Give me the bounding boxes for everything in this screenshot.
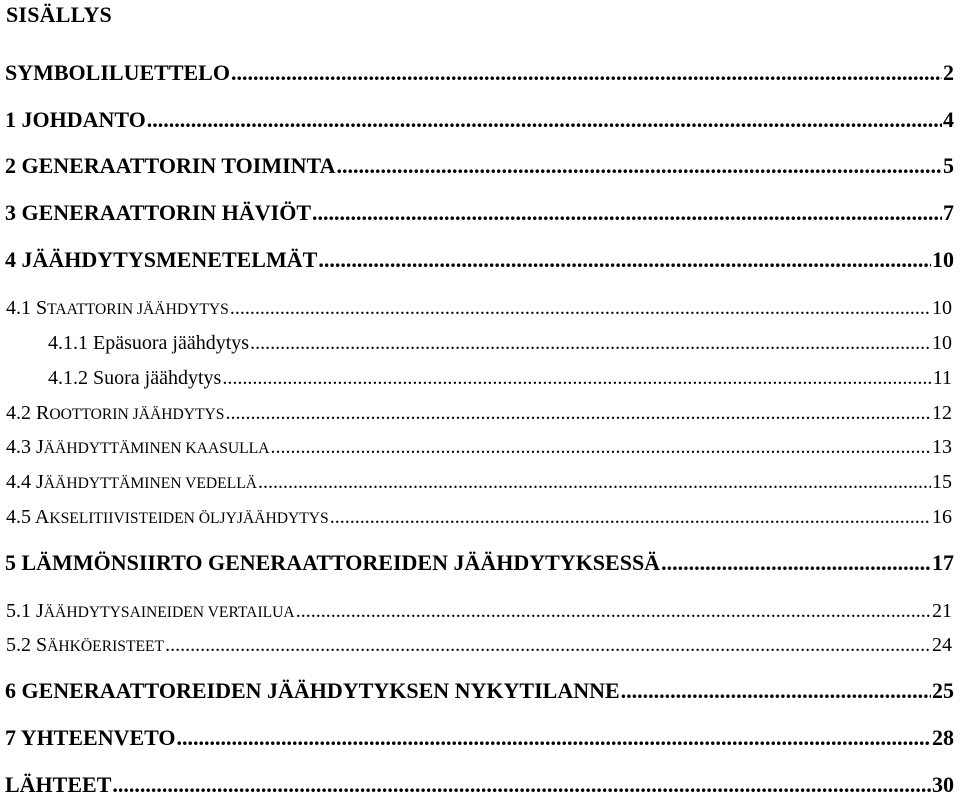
toc-entry-label: 2 GENERAATTORIN TOIMINTA bbox=[5, 153, 336, 178]
dot-leader bbox=[250, 332, 931, 355]
toc-entry-4-1-2[interactable] bbox=[0, 367, 960, 390]
dot-leader bbox=[222, 367, 931, 390]
toc-entry-page: 10 bbox=[932, 332, 952, 354]
toc-entry-5-2[interactable] bbox=[0, 634, 960, 657]
toc-entry-label: SYMBOLILUETTELO bbox=[5, 60, 230, 85]
toc-entry-page: 10 bbox=[932, 247, 954, 272]
dot-leader bbox=[318, 247, 931, 273]
toc-entry-label: 4.1 STAATTORIN JÄÄHDYTYS bbox=[6, 297, 229, 319]
toc-entry-page: 24 bbox=[932, 634, 952, 656]
dot-leader bbox=[270, 436, 931, 459]
dot-leader bbox=[661, 550, 931, 576]
toc-entry-symboliluettelo[interactable] bbox=[0, 60, 960, 86]
dot-leader bbox=[296, 600, 931, 623]
toc-entry-label: 4.2 ROOTTORIN JÄÄHDYTYS bbox=[6, 402, 225, 424]
toc-entry-generaattorin-toiminta[interactable] bbox=[0, 153, 960, 179]
toc-entry-4-5[interactable] bbox=[0, 506, 960, 529]
toc-entry-generaattorin-haviot[interactable] bbox=[0, 200, 960, 226]
dot-leader bbox=[165, 634, 931, 657]
dot-leader bbox=[177, 725, 931, 751]
toc-entry-label: LÄHTEET bbox=[5, 772, 112, 797]
toc-entry-page: 4 bbox=[943, 107, 954, 132]
toc-entry-label: 7 YHTEENVETO bbox=[5, 725, 176, 750]
dot-leader bbox=[230, 297, 931, 320]
dot-leader bbox=[330, 506, 931, 529]
toc-entry-lammonsiirto[interactable] bbox=[0, 550, 960, 576]
toc-entry-page: 10 bbox=[932, 297, 952, 319]
toc-entry-label: 1 JOHDANTO bbox=[5, 107, 146, 132]
dot-leader bbox=[336, 153, 942, 179]
toc-entry-lahteet[interactable] bbox=[0, 772, 960, 798]
toc-entry-page: 12 bbox=[932, 402, 952, 424]
toc-entry-label: 5.1 JÄÄHDYTYSAINEIDEN VERTAILUA bbox=[6, 600, 295, 622]
toc-entry-4-4[interactable] bbox=[0, 471, 960, 494]
toc-entry-page: 25 bbox=[932, 678, 954, 703]
toc-entry-page: 13 bbox=[932, 436, 952, 458]
toc-entry-label: 4.1.2 Suora jäähdytys bbox=[48, 367, 222, 389]
toc-entry-nykytilanne[interactable] bbox=[0, 678, 960, 704]
toc-entry-page: 16 bbox=[932, 506, 952, 528]
dot-leader bbox=[147, 107, 942, 133]
toc-entry-page: 15 bbox=[932, 471, 952, 493]
toc-entry-label: 4.5 AKSELITIIVISTEIDEN ÖLJYJÄÄHDYTYS bbox=[6, 506, 329, 528]
dot-leader bbox=[312, 200, 942, 226]
toc-entry-4-2[interactable] bbox=[0, 402, 960, 425]
toc-entry-4-1[interactable] bbox=[0, 297, 960, 320]
toc-entry-4-3[interactable] bbox=[0, 436, 960, 459]
dot-leader bbox=[621, 678, 931, 704]
dot-leader bbox=[258, 471, 931, 494]
toc-entry-label: 4.1.1 Epäsuora jäähdytys bbox=[48, 332, 250, 354]
toc-entry-5-1[interactable] bbox=[0, 600, 960, 623]
toc-entry-page: 5 bbox=[943, 153, 954, 178]
toc-entry-label: 3 GENERAATTORIN HÄVIÖT bbox=[5, 200, 312, 225]
toc-entry-4-1-1[interactable] bbox=[0, 332, 960, 355]
dot-leader bbox=[231, 60, 942, 86]
toc-entry-jaahdytysmenetelmat[interactable] bbox=[0, 247, 960, 273]
dot-leader bbox=[112, 772, 931, 798]
toc-entry-page: 11 bbox=[932, 367, 952, 389]
toc-entry-page: 30 bbox=[932, 772, 954, 797]
dot-leader bbox=[225, 402, 931, 425]
toc-title: SISÄLLYS bbox=[6, 2, 112, 27]
toc-entry-label: 4.4 JÄÄHDYTTÄMINEN VEDELLÄ bbox=[6, 471, 258, 493]
toc-entry-page: 17 bbox=[932, 550, 954, 575]
toc-entry-label: 6 GENERAATTOREIDEN JÄÄHDYTYKSEN NYKYTILANNE bbox=[5, 678, 620, 703]
toc-entry-page: 2 bbox=[943, 60, 954, 85]
toc-entry-page: 7 bbox=[943, 200, 954, 225]
toc-entry-page: 28 bbox=[932, 725, 954, 750]
toc-entry-label: 5.2 SÄHKÖERISTEET bbox=[6, 634, 165, 656]
toc-entry-page: 21 bbox=[932, 600, 952, 622]
toc-entry-label: 5 LÄMMÖNSIIRTO GENERAATTOREIDEN JÄÄHDYTYKSESSÄ bbox=[5, 550, 661, 575]
toc-entry-johdanto[interactable] bbox=[0, 107, 960, 133]
toc-entry-label: 4 JÄÄHDYTYSMENETELMÄT bbox=[5, 247, 318, 272]
toc-entry-label: 4.3 JÄÄHDYTTÄMINEN KAASULLA bbox=[6, 436, 270, 458]
toc-entry-yhteenveto[interactable] bbox=[0, 725, 960, 751]
